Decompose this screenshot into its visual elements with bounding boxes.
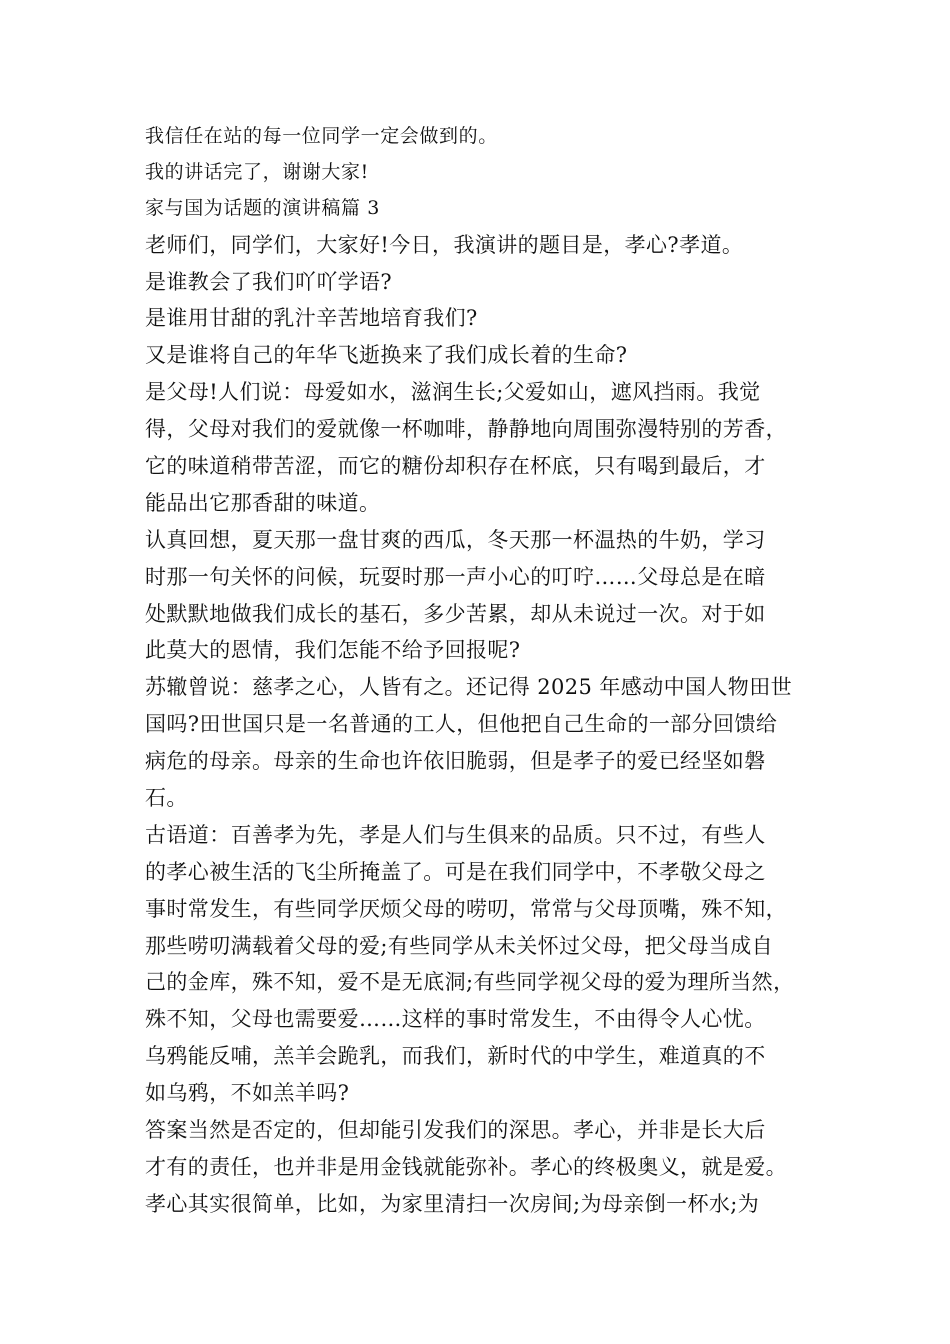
text-line: 处默默地做我们成长的基石，多少苦累，却从未说过一次。对于如	[145, 602, 766, 626]
text-line: 是谁用甘甜的乳汁辛苦地培育我们?	[145, 306, 478, 330]
text-line: 此莫大的恩情，我们怎能不给予回报呢?	[145, 638, 521, 662]
text-line: 的孝心被生活的飞尘所掩盖了。可是在我们同学中，不孝敬父母之	[145, 860, 766, 884]
text-line: 我的讲话完了，谢谢大家!	[145, 161, 369, 183]
text-line: 乌鸦能反哺，羔羊会跪乳，而我们，新时代的中学生，难道真的不	[145, 1044, 766, 1068]
text-line: 认真回想，夏天那一盘甘爽的西瓜，冬天那一杯温热的牛奶，学习	[145, 528, 766, 552]
text-line: 己的金库，殊不知，爱不是无底洞;有些同学视父母的爱为理所当然，	[145, 970, 795, 994]
text-line: 事时常发生，有些同学厌烦父母的唠叨，常常与父母顶嘴，殊不知，	[145, 897, 787, 921]
section-heading: 家与国为话题的演讲稿篇 3	[145, 197, 380, 219]
text-line: 国吗?田世国只是一名普通的工人，但他把自己生命的一部分回馈给	[145, 712, 778, 736]
text-line: 孝心其实很简单，比如，为家里清扫一次房间;为母亲倒一杯水;为	[145, 1192, 760, 1216]
text-line: 是谁教会了我们吖吖学语?	[145, 270, 393, 294]
text-line: 病危的母亲。母亲的生命也许依旧脆弱，但是孝子的爱已经坚如磐	[145, 749, 766, 773]
text-line: 如乌鸦，不如羔羊吗?	[145, 1081, 350, 1105]
text-line: 能品出它那香甜的味道。	[145, 491, 381, 515]
text-line: 又是谁将自己的年华飞逝换来了我们成长着的生命?	[145, 343, 628, 367]
text-line: 答案当然是否定的，但却能引发我们的深思。孝心，并非是长大后	[145, 1118, 766, 1142]
text-line: 古语道：百善孝为先，孝是人们与生俱来的品质。只不过，有些人	[145, 823, 766, 847]
text-line: 才有的责任，也并非是用金钱就能弥补。孝心的终极奥义，就是爱。	[145, 1155, 787, 1179]
text-line: 时那一句关怀的问候，玩耍时那一声小心的叮咛……父母总是在暗	[145, 565, 766, 589]
text-line: 苏辙曾说：慈孝之心，人皆有之。还记得 2025 年感动中国人物田世	[145, 675, 792, 699]
text-line: 那些唠叨满载着父母的爱;有些同学从未关怀过父母，把父母当成自	[145, 934, 774, 958]
text-line: 得，父母对我们的爱就像一杯咖啡，静静地向周围弥漫特别的芳香，	[145, 417, 787, 441]
text-line: 它的味道稍带苦涩，而它的糖份却积存在杯底，只有喝到最后，才	[145, 454, 766, 478]
text-line: 老师们，同学们，大家好!今日，我演讲的题目是，孝心?孝道。	[145, 233, 744, 257]
text-line: 殊不知，父母也需要爱……这样的事时常发生，不由得令人心忧。	[145, 1007, 766, 1031]
text-line: 石。	[145, 786, 188, 810]
text-line: 我信任在站的每一位同学一定会做到的。	[145, 125, 498, 147]
text-line: 是父母!人们说：母爱如水，滋润生长;父爱如山，遮风挡雨。我觉	[145, 380, 761, 404]
